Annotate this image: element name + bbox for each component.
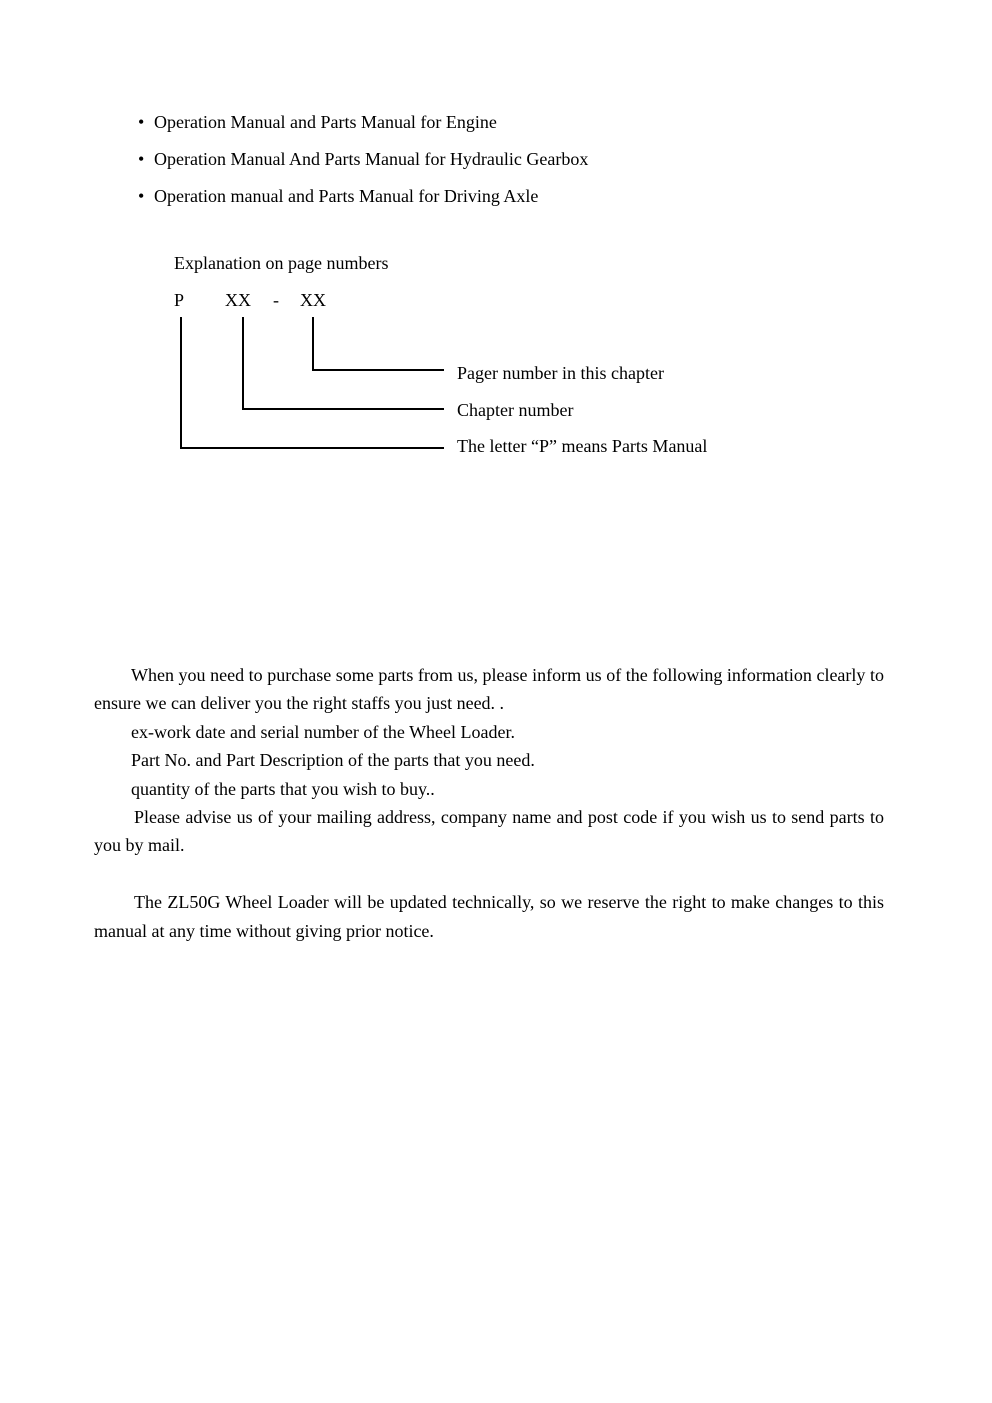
chapter-connector-horizontal: [242, 408, 444, 410]
list-item-text: Operation Manual and Parts Manual for Engine: [154, 112, 497, 132]
mail-note: Please advise us of your mailing address, company name and post code if you wish us to send parts to you by mail.: [94, 807, 884, 856]
code-letter: P: [174, 290, 185, 310]
purchase-item: quantity of the parts that you wish to buy..: [131, 778, 435, 799]
letter-connector-vertical: [180, 317, 182, 448]
purchase-item: Part No. and Part Description of the parts that you need.: [131, 750, 535, 771]
list-item: [138, 104, 588, 141]
paragraph-gap: [94, 860, 884, 888]
letter-connector-horizontal: [180, 447, 444, 449]
list-item-text: Operation Manual And Parts Manual for Hydraulic Gearbox: [154, 149, 589, 169]
list-item: [138, 178, 588, 215]
code-chapter: XX: [225, 290, 251, 310]
list-item: [138, 141, 588, 178]
purchase-item: ex-work date and serial number of the Wheel Loader.: [131, 721, 516, 742]
purchase-intro: When you need to purchase some parts from us, please inform us of the following information clearly to ensure we can deliver you the right staffs you just need. .: [94, 665, 884, 714]
label-letter-p: The letter “P” means Parts Manual: [457, 436, 708, 456]
bullet-icon: •: [138, 186, 145, 206]
chapter-connector-vertical: [242, 317, 244, 409]
bullet-icon: •: [138, 112, 145, 132]
label-chapter-number: Chapter number: [457, 400, 574, 420]
bullet-icon: •: [138, 149, 145, 169]
update-notice: The ZL50G Wheel Loader will be updated technically, so we reserve the right to make changes to this manual at any time without giving prior notice.: [94, 892, 884, 941]
label-page-number: Pager number in this chapter: [457, 363, 664, 383]
purchase-instructions: [94, 661, 884, 945]
page-connector-horizontal: [312, 369, 444, 371]
code-dash: -: [273, 290, 279, 310]
code-page: XX: [300, 290, 326, 310]
related-manuals-list: [138, 104, 588, 215]
page-connector-vertical: [312, 317, 314, 370]
list-item-text: Operation manual and Parts Manual for Driving Axle: [154, 186, 539, 206]
page-number-heading: Explanation on page numbers: [174, 253, 389, 273]
